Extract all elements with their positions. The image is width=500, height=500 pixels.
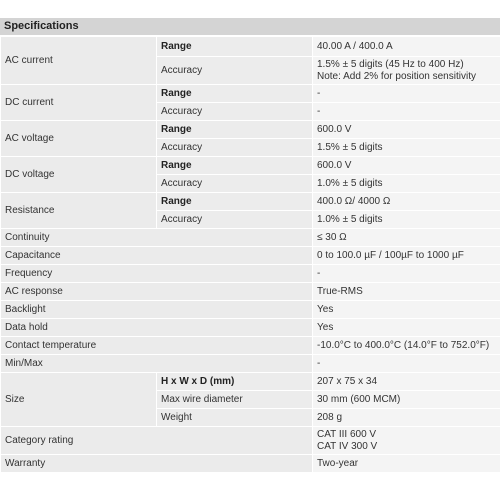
value-min-max: - [313,355,500,373]
sub-label-weight: Weight [157,409,313,427]
row-label-resistance: Resistance [1,193,157,229]
table-row [1,283,500,301]
table-row [1,229,500,247]
value-data-hold: Yes [313,319,500,337]
row-label-data-hold: Data hold [1,319,313,337]
table-row [1,301,500,319]
table-row [1,247,500,265]
value-dimensions: 207 x 75 x 34 [313,373,500,391]
table-row [1,455,500,473]
value-continuity: ≤ 30 Ω [313,229,500,247]
table-row [1,193,500,211]
table-row [1,337,500,355]
row-label-frequency: Frequency [1,265,313,283]
table-row [1,355,500,373]
table-row [1,427,500,455]
table-row [1,319,500,337]
value-dc-voltage-range: 600.0 V [313,157,500,175]
value-ac-current-accuracy-note: Note: Add 2% for position sensitivity [317,70,476,82]
value-weight: 208 g [313,409,500,427]
value-max-wire-diameter: 30 mm (600 MCM) [313,391,500,409]
value-category-rating-line2: CAT IV 300 V [317,440,378,452]
sub-label-accuracy: Accuracy [157,211,313,229]
row-label-ac-current: AC current [1,37,157,85]
row-label-size: Size [1,373,157,427]
row-label-contact-temperature: Contact temperature [1,337,313,355]
sub-label-range: Range [157,37,313,57]
value-ac-current-range: 40.00 A / 400.0 A [313,37,500,57]
table-row [1,373,500,391]
table-row [1,85,500,103]
value-warranty: Two-year [313,455,500,473]
sub-label-range: Range [157,157,313,175]
table-row [1,157,500,175]
sub-label-max-wire-diameter: Max wire diameter [157,391,313,409]
sub-label-accuracy: Accuracy [157,175,313,193]
value-capacitance: 0 to 100.0 µF / 100µF to 1000 µF [313,247,500,265]
table-row [1,37,500,57]
value-dc-current-accuracy: - [313,103,500,121]
sub-label-accuracy: Accuracy [157,103,313,121]
sub-label-dimensions: H x W x D (mm) [157,373,313,391]
value-ac-current-accuracy [313,57,500,85]
value-category-rating [313,427,500,455]
value-resistance-range: 400.0 Ω/ 4000 Ω [313,193,500,211]
sub-label-accuracy: Accuracy [157,139,313,157]
value-backlight: Yes [313,301,500,319]
table-row [1,265,500,283]
row-label-dc-current: DC current [1,85,157,121]
value-contact-temperature: -10.0°C to 400.0°C (14.0°F to 752.0°F) [313,337,500,355]
value-dc-voltage-accuracy: 1.0% ± 5 digits [313,175,500,193]
sub-label-range: Range [157,193,313,211]
sub-label-range: Range [157,85,313,103]
sub-label-accuracy: Accuracy [157,57,313,85]
specifications-header: Specifications [0,18,500,35]
value-resistance-accuracy: 1.0% ± 5 digits [313,211,500,229]
value-frequency: - [313,265,500,283]
specifications-table [0,36,500,473]
sub-label-range: Range [157,121,313,139]
table-row [1,121,500,139]
row-label-capacitance: Capacitance [1,247,313,265]
row-label-backlight: Backlight [1,301,313,319]
value-ac-voltage-range: 600.0 V [313,121,500,139]
row-label-continuity: Continuity [1,229,313,247]
value-ac-current-accuracy-main: 1.5% ± 5 digits (45 Hz to 400 Hz) [317,58,464,70]
row-label-dc-voltage: DC voltage [1,157,157,193]
row-label-category-rating: Category rating [1,427,313,455]
value-ac-response: True-RMS [313,283,500,301]
value-dc-current-range: - [313,85,500,103]
row-label-min-max: Min/Max [1,355,313,373]
row-label-ac-response: AC response [1,283,313,301]
value-ac-voltage-accuracy: 1.5% ± 5 digits [313,139,500,157]
value-category-rating-line1: CAT III 600 V [317,428,377,440]
row-label-warranty: Warranty [1,455,313,473]
row-label-ac-voltage: AC voltage [1,121,157,157]
